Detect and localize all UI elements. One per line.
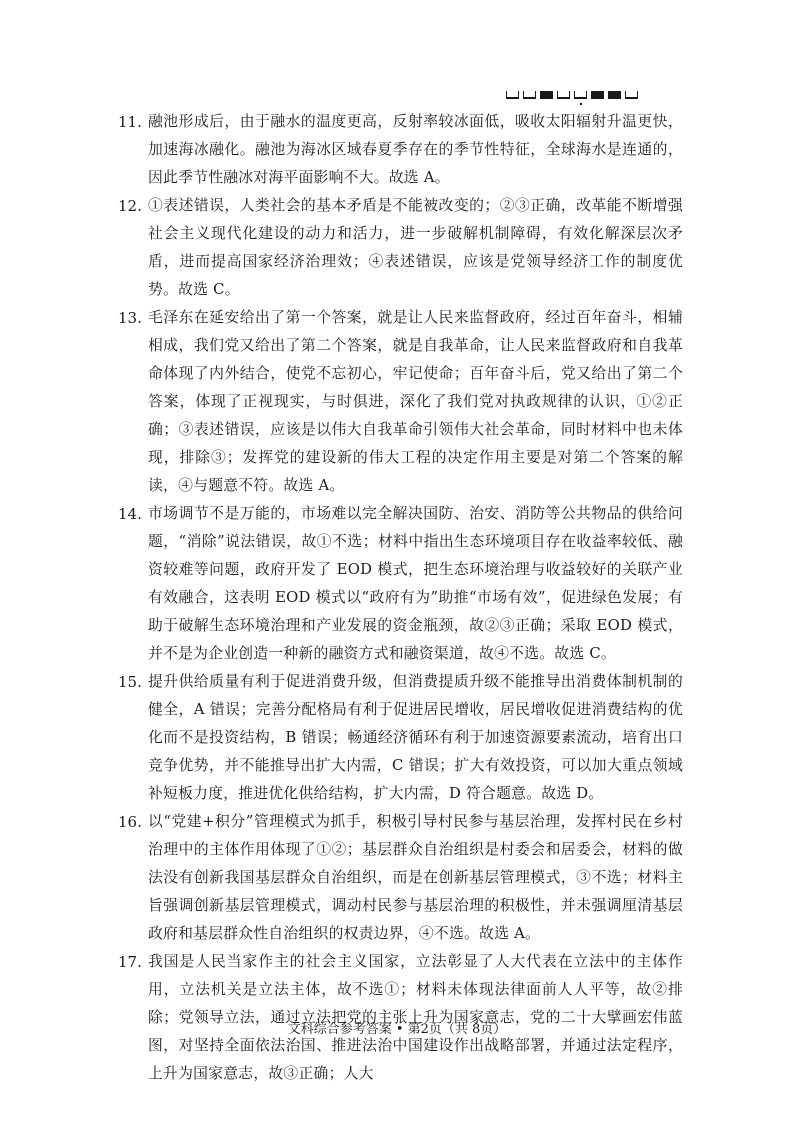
scan-mark — [540, 91, 553, 99]
item-number: 17. — [118, 953, 142, 971]
scan-marks — [506, 91, 638, 99]
answer-item — [118, 668, 683, 808]
scan-mark — [574, 91, 587, 99]
scan-mark — [625, 91, 638, 99]
item-number: 11. — [118, 113, 142, 131]
scan-dot — [580, 103, 582, 105]
item-number: 16. — [118, 813, 142, 831]
item-number: 14. — [118, 505, 142, 523]
answer-item — [118, 304, 683, 500]
item-text: 以“党建+积分”管理模式为抓手，积极引导村民参与基层治理，发挥村民在乡村治理中的主体作用体现了①②；基层群众自治组织是村委会和居委会，材料的做法没有创新我国基层群众自治组织，而是在创新基层管理模式，③不选；材料主旨强调创新基层管理模式，调动村民参与基层治理的积极性，并未强调厘清基层政府和基层群众性自治组织的权责边界，④不选。故选 A。 — [148, 813, 683, 942]
scan-mark — [506, 91, 519, 99]
item-text: 融池形成后，由于融水的温度更高，反射率较冰面低，吸收太阳辐射升温更快，加速海冰融化。融池为海冰区域春夏季存在的季节性特征，全球海水是连通的，因此季节性融冰对海平面影响不大。故选 A。 — [148, 113, 683, 186]
item-text: 我国是人民当家作主的社会主义国家，立法彰显了人大代表在立法中的主体作用，立法机关是立法主体，故不选①；材料未体现法律面前人人平等，故②排除；党领导立法，通过立法把党的主张上升为国家意志，党的二十大擘画宏伟蓝图，对坚持全面依法治国、推进法治中国建设作出战略部署，并通过法定程序，上升为国家意志，故③正确；人大 — [148, 953, 683, 1082]
scan-mark — [608, 91, 621, 99]
item-text: 市场调节不是万能的，市场难以完全解决国防、治安、消防等公共物品的供给问题，“消除”说法错误，故①不选；材料中指出生态环境项目存在收益率较低、融资较难等问题，政府开发了 EOD 模式，把生态环境治理与收益较好的关联产业有效融合，这表明 EOD 模式以“政府有为”助推“市场有效”，促进绿色发展；有助于破解生态环境治理和产业发展的资金瓶颈，故②③正确；采取 EOD 模式，并不是为企业创造一种新的融资方式和融资渠道，故④不选。故选 C。 — [148, 505, 683, 662]
scan-mark — [591, 91, 604, 99]
item-number: 15. — [118, 673, 142, 691]
scan-mark — [557, 91, 570, 99]
scan-mark — [523, 91, 536, 99]
answer-item — [118, 500, 683, 668]
answer-list — [118, 108, 683, 1088]
item-number: 12. — [118, 197, 142, 215]
item-text: 毛泽东在延安给出了第一个答案，就是让人民来监督政府，经过百年奋斗，相辅相成，我们党又给出了第二个答案，就是自我革命，让人民来监督政府和自我革命体现了内外结合，使党不忘初心，牢记使命；百年奋斗后，党又给出了第二个答案，体现了正视现实，与时俱进，深化了我们党对执政规律的认识，①②正确；③表述错误，应该是以伟大自我革命引领伟大社会革命，同时材料中也未体现，排除③；发挥党的建设新的伟大工程的决定作用主要是对第二个答案的解读，④与题意不符。故选 A。 — [148, 309, 683, 494]
item-text: 提升供给质量有利于促进消费升级，但消费提质升级不能推导出消费体制机制的健全，A 错误；完善分配格局有利于促进居民增收，居民增收促进消费结构的优化而不是投资结构，B 错误；畅通经济循环有利于加速资源要素流动，培育出口竞争优势，并不能推导出扩大内需，C 错误；扩大有效投资，可以加大重点领域补短板力度，推进优化供给结构，扩大内需，D 符合题意。故选 D。 — [148, 673, 683, 802]
answer-item — [118, 808, 683, 948]
answer-item — [118, 192, 683, 304]
answer-item — [118, 108, 683, 192]
item-text: ①表述错误，人类社会的基本矛盾是不能被改变的；②③正确，改革能不断增强社会主义现代化建设的动力和活力，进一步破解机制障碍，有效化解深层次矛盾，进而提高国家经济治理效；④表述错误，应该是党领导经济工作的制度优势。故选 C。 — [148, 197, 683, 298]
item-number: 13. — [118, 309, 142, 327]
page-footer: 文科综合参考答案 • 第2页（共 8页） — [287, 1022, 507, 1037]
